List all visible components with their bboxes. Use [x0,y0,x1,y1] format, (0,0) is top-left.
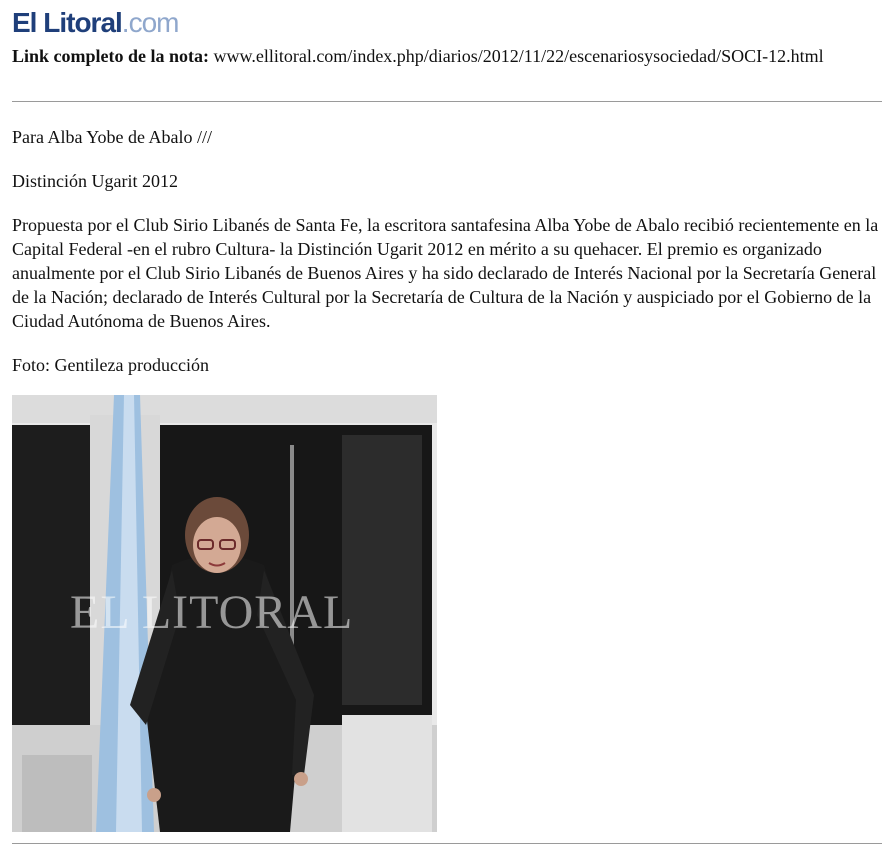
article-body: Propuesta por el Club Sirio Libanés de Santa Fe, la escritora santafesina Alba Yobe de Abalo recibió recientemente en la Capital Federal -en el rubro Cultura- la Distinción Ugarit 2012 en mérito a su quehacer. El premio es organizado anualmente por el Club Sirio Libanés de Buenos Aires y ha sido declarado de Interés Nacional por la Secretaría General de la Nación; declarado de Interés Cultural por la Secretaría de Cultura de la Nación y auspiciado por el Gobierno de la Ciudad Autónoma de Buenos Aires. [12,215,879,331]
photo-watermark: EL LITORAL [70,586,354,639]
bottom-divider [12,843,882,844]
logo-suffix-text: .com [121,7,179,38]
link-label: Link completo de la nota: [12,46,210,66]
top-divider [12,101,882,102]
article-title: Distinción Ugarit 2012 [12,171,178,191]
link-url[interactable]: www.ellitoral.com/index.php/diarios/2012/11/22/escenariosysociedad/SOCI-12.html [213,46,824,66]
full-link-line [12,44,872,68]
photo-credit: Foto: Gentileza producción [12,355,209,375]
dedication-text: Para Alba Yobe de Abalo /// [12,127,212,147]
logo-main-text: El Litoral [12,7,122,38]
site-logo[interactable] [12,6,178,40]
article-photo [12,395,437,832]
